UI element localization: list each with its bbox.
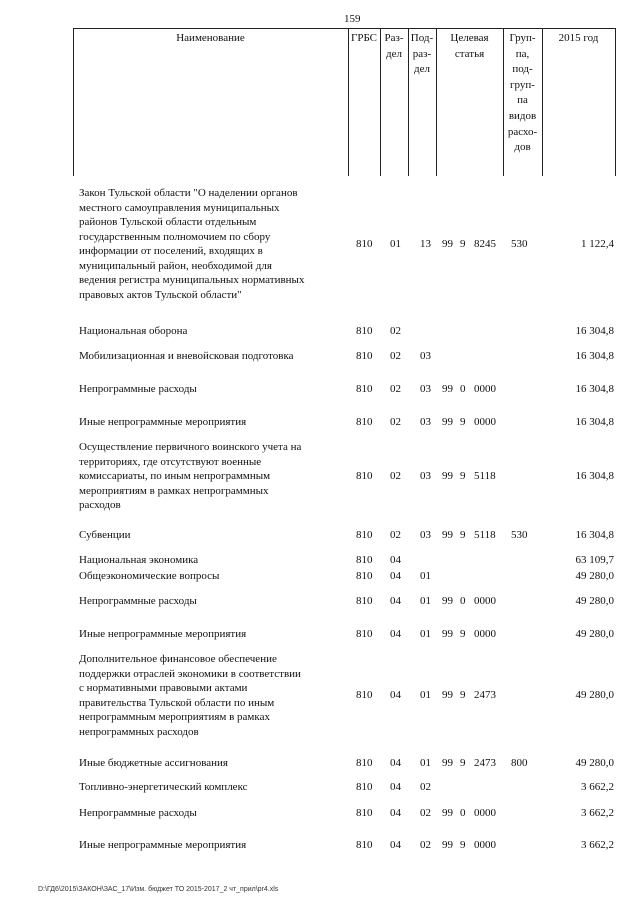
row-razdel: 02 xyxy=(390,325,401,337)
row-podrazdel: 03 xyxy=(420,416,431,428)
row-razdel: 01 xyxy=(390,237,401,250)
header-razdel: Раз- дел xyxy=(384,32,404,60)
row-ts-direction: 2473 xyxy=(474,757,496,769)
row-name: Непрограммные расходы xyxy=(79,807,197,819)
header-gruppa: Груп- па, под- груп- па видов расхо- дов xyxy=(507,32,538,154)
row-name: Национальная экономика xyxy=(79,554,199,566)
row-podrazdel: 03 xyxy=(420,470,431,482)
row-razdel: 04 xyxy=(390,781,401,793)
header-col-divider xyxy=(348,28,349,176)
row-razdel: 04 xyxy=(390,807,401,819)
header-col-divider xyxy=(542,28,543,176)
header-name: Наименование xyxy=(176,32,245,44)
row-podrazdel: 01 xyxy=(420,570,431,582)
row-ts-program: 99 xyxy=(442,237,453,250)
row-ts-subprogram: 0 xyxy=(460,807,466,819)
row-name: Мобилизационная и вневойсковая подготовка xyxy=(79,350,294,362)
row-name: Непрограммные расходы xyxy=(79,383,197,395)
row-razdel: 04 xyxy=(390,628,401,640)
row-name: Национальная оборона xyxy=(79,325,188,337)
header-top-rule xyxy=(73,28,616,29)
row-gruppa: 800 xyxy=(511,757,528,769)
row-sum: 49 280,0 xyxy=(575,757,614,769)
row-sum: 16 304,8 xyxy=(575,383,614,395)
row-razdel: 02 xyxy=(390,416,401,428)
row-ts-subprogram: 9 xyxy=(460,839,466,851)
file-path-footer: D:\ГД6\2015\ЗАКОН\ЗАС_17\Изм. бюджет ТО 2015-2017_2 чт_прил\pr4.xls xyxy=(38,886,279,893)
row-podrazdel: 01 xyxy=(420,689,431,702)
row-name: Топливно-энергетический комплекс xyxy=(79,781,248,793)
row-podrazdel: 03 xyxy=(420,529,431,541)
row-ts-direction: 0000 xyxy=(474,839,496,851)
row-ts-subprogram: 0 xyxy=(460,383,466,395)
row-gruppa: 530 xyxy=(511,529,528,541)
row-ts-direction: 5118 xyxy=(474,529,496,541)
row-podrazdel: 01 xyxy=(420,757,431,769)
row-sum: 3 662,2 xyxy=(581,807,614,819)
row-gruppa: 530 xyxy=(511,237,528,250)
row-razdel: 02 xyxy=(390,529,401,541)
page-number: 159 xyxy=(344,13,361,25)
row-grbs: 810 xyxy=(356,325,373,337)
row-podrazdel: 03 xyxy=(420,383,431,395)
header-celevaya-statya: Целевая статья xyxy=(450,32,489,60)
row-ts-program: 99 xyxy=(442,470,453,482)
row-razdel: 04 xyxy=(390,839,401,851)
row-podrazdel: 03 xyxy=(420,350,431,362)
row-sum: 49 280,0 xyxy=(575,689,614,702)
row-sum: 3 662,2 xyxy=(581,781,614,793)
row-name: Закон Тульской области "О наделении органов местного самоуправления муниципальных районов Тульской области отдельным государственным полномочием по сбору информации от поселений, входящих в муниципальный район, необходимой для ведения регистра муниципальных нормативных правовых актов Тульской области" xyxy=(79,187,305,301)
row-ts-subprogram: 0 xyxy=(460,595,466,607)
row-name: Иные непрограммные мероприятия xyxy=(79,839,247,851)
header-col-divider xyxy=(615,28,616,176)
row-sum: 49 280,0 xyxy=(575,570,614,582)
row-ts-direction: 0000 xyxy=(474,595,496,607)
row-podrazdel: 13 xyxy=(420,237,431,250)
row-podrazdel: 02 xyxy=(420,839,431,851)
row-name: Иные бюджетные ассигнования xyxy=(79,757,228,769)
row-sum: 16 304,8 xyxy=(575,416,614,428)
row-sum: 3 662,2 xyxy=(581,839,614,851)
row-grbs: 810 xyxy=(356,529,373,541)
row-podrazdel: 01 xyxy=(420,628,431,640)
header-col-divider xyxy=(73,28,74,176)
row-ts-program: 99 xyxy=(442,529,453,541)
row-sum: 63 109,7 xyxy=(575,554,614,566)
row-razdel: 04 xyxy=(390,689,401,702)
table-header xyxy=(73,28,616,176)
row-sum: 16 304,8 xyxy=(575,350,614,362)
row-sum: 16 304,8 xyxy=(575,325,614,337)
row-ts-subprogram: 9 xyxy=(460,470,466,482)
row-grbs: 810 xyxy=(356,628,373,640)
header-podrazdel: Под- раз- дел xyxy=(410,32,434,76)
row-sum: 16 304,8 xyxy=(575,470,614,482)
row-grbs: 810 xyxy=(356,470,373,482)
row-sum: 49 280,0 xyxy=(575,595,614,607)
row-ts-direction: 8245 xyxy=(474,237,496,250)
row-ts-subprogram: 9 xyxy=(460,529,466,541)
row-grbs: 810 xyxy=(356,595,373,607)
row-name: Осуществление первичного воинского учета на территориях, где отсутствуют военные комиссариаты, по иным непрограммным мероприятиям в рамках непрограммных расходов xyxy=(79,441,302,511)
header-year: 2015 год xyxy=(558,32,599,44)
row-ts-direction: 0000 xyxy=(474,807,496,819)
row-ts-subprogram: 9 xyxy=(460,689,466,702)
row-sum: 1 122,4 xyxy=(581,237,614,250)
row-ts-subprogram: 9 xyxy=(460,237,466,250)
row-grbs: 810 xyxy=(356,807,373,819)
row-grbs: 810 xyxy=(356,689,373,702)
row-name: Субвенции xyxy=(79,529,131,541)
header-grbs: ГРБС xyxy=(350,32,378,44)
row-name: Иные непрограммные мероприятия xyxy=(79,628,247,640)
row-ts-program: 99 xyxy=(442,689,453,702)
row-grbs: 810 xyxy=(356,781,373,793)
row-podrazdel: 02 xyxy=(420,781,431,793)
row-razdel: 04 xyxy=(390,570,401,582)
row-ts-program: 99 xyxy=(442,383,453,395)
row-ts-direction: 0000 xyxy=(474,383,496,395)
row-ts-direction: 0000 xyxy=(474,416,496,428)
row-razdel: 04 xyxy=(390,554,401,566)
row-razdel: 02 xyxy=(390,350,401,362)
row-name: Иные непрограммные мероприятия xyxy=(79,416,247,428)
row-sum: 49 280,0 xyxy=(575,628,614,640)
row-razdel: 04 xyxy=(390,595,401,607)
row-grbs: 810 xyxy=(356,570,373,582)
row-podrazdel: 02 xyxy=(420,807,431,819)
row-razdel: 02 xyxy=(390,383,401,395)
row-name: Дополнительное финансовое обеспечение поддержки отраслей экономики в соответствии с нормативными правовыми актами правительства Тульской области по иным непрограммным мероприятиям в рамках непрограммных расходов xyxy=(79,653,301,738)
row-grbs: 810 xyxy=(356,757,373,769)
row-ts-subprogram: 9 xyxy=(460,757,466,769)
row-ts-program: 99 xyxy=(442,807,453,819)
row-grbs: 810 xyxy=(356,839,373,851)
row-ts-program: 99 xyxy=(442,757,453,769)
row-name: Общеэкономические вопросы xyxy=(79,570,220,582)
row-ts-subprogram: 9 xyxy=(460,628,466,640)
row-ts-program: 99 xyxy=(442,628,453,640)
row-razdel: 04 xyxy=(390,757,401,769)
row-ts-direction: 5118 xyxy=(474,470,496,482)
row-grbs: 810 xyxy=(356,416,373,428)
row-grbs: 810 xyxy=(356,350,373,362)
row-ts-direction: 0000 xyxy=(474,628,496,640)
row-ts-program: 99 xyxy=(442,839,453,851)
row-grbs: 810 xyxy=(356,554,373,566)
row-podrazdel: 01 xyxy=(420,595,431,607)
row-sum: 16 304,8 xyxy=(575,529,614,541)
row-ts-direction: 2473 xyxy=(474,689,496,702)
row-grbs: 810 xyxy=(356,237,373,250)
row-ts-program: 99 xyxy=(442,416,453,428)
row-name: Непрограммные расходы xyxy=(79,595,197,607)
row-ts-program: 99 xyxy=(442,595,453,607)
row-razdel: 02 xyxy=(390,470,401,482)
row-grbs: 810 xyxy=(356,383,373,395)
row-ts-subprogram: 9 xyxy=(460,416,466,428)
